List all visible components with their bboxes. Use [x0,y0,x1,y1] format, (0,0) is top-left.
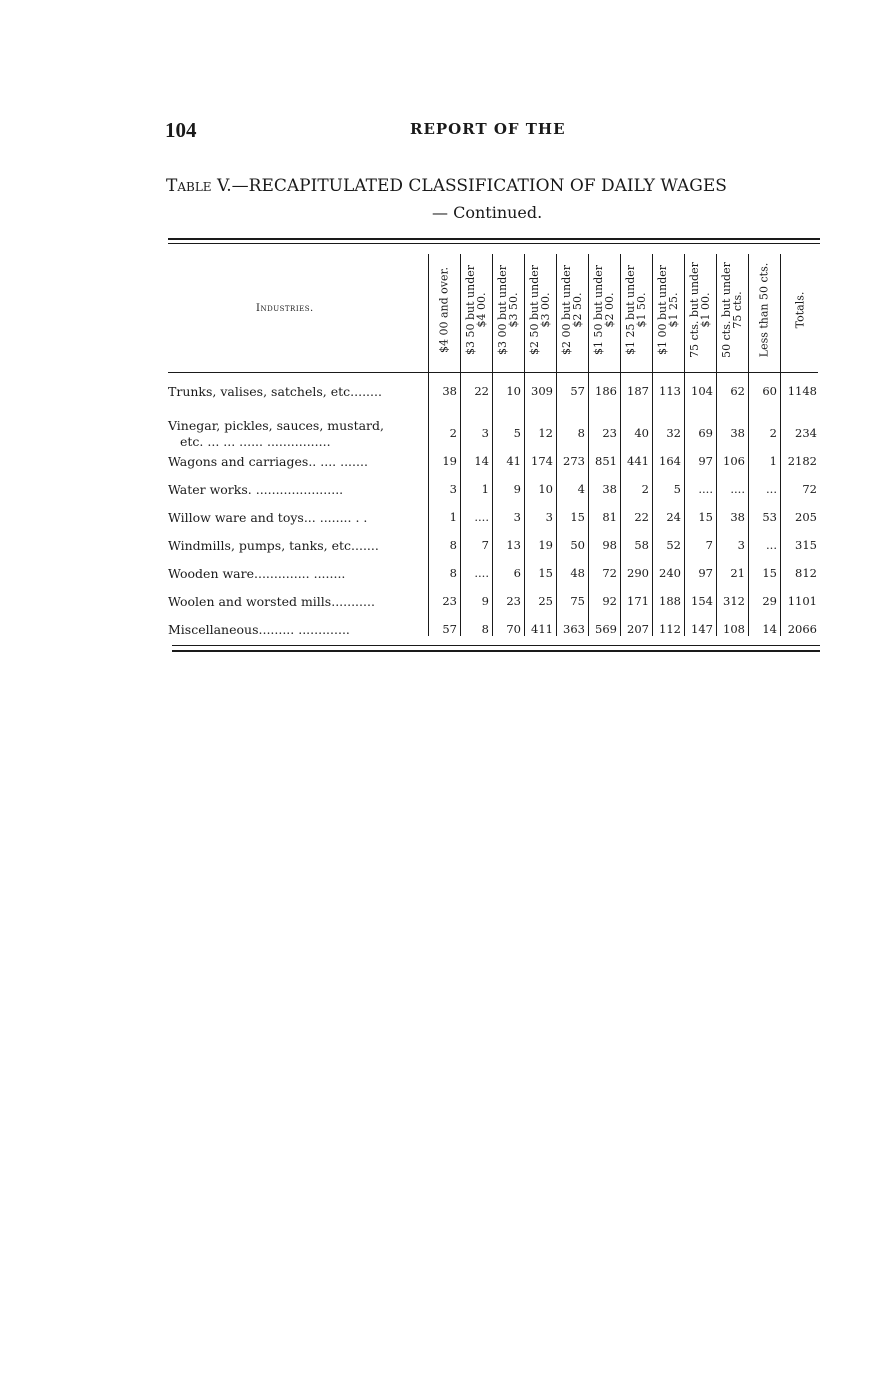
column-header-line: $1 50. [635,292,648,328]
table-cell: 234 [795,426,817,440]
table-cell: 171 [627,594,649,608]
row-label-line: Windmills, pumps, tanks, etc....... [168,538,379,553]
row-label [168,454,368,470]
table-cell: 1148 [787,384,817,398]
table-cell: 3 [513,510,521,524]
table-cell: 38 [442,384,457,398]
row-label-line: Wagons and carriages.. .... ....... [168,454,368,469]
row-label-line: Woolen and worsted mills........... [168,594,375,609]
column-header [684,252,716,368]
table-cell: 50 [570,538,585,552]
table-cell: 22 [634,510,649,524]
row-label-line: Miscellaneous......... ............. [168,622,350,637]
row-label-line: etc. ... ... ...... ................ [180,434,331,449]
table-cell: 10 [538,482,553,496]
bottom-rule-thick [172,650,820,652]
table-cell: 7 [705,538,713,552]
table-cell: 3 [545,510,553,524]
column-header-text [439,267,450,353]
table-cell: 309 [531,384,553,398]
column-header [492,252,524,368]
table-cell: 81 [602,510,617,524]
table-cell: 1 [769,454,777,468]
column-header [780,252,820,368]
table-cell: 3 [737,538,745,552]
top-rule-thin [168,243,820,244]
table-cell: 57 [442,622,457,636]
column-header-line: $4 00. [475,292,488,328]
top-rule-thick [168,238,820,240]
table-cell: 147 [691,622,713,636]
table-cell: .... [474,566,489,580]
row-label [168,594,375,610]
table-cell: 6 [513,566,521,580]
table-cell: 70 [506,622,521,636]
table-cell: 53 [762,510,777,524]
column-header [460,252,492,368]
table-cell: 106 [723,454,745,468]
table-cell: 15 [762,566,777,580]
table-cell: 4 [577,482,585,496]
table-cell: 72 [802,482,817,496]
table-cell: 57 [570,384,585,398]
table-cell: 48 [570,566,585,580]
column-header [524,252,556,368]
table-cell: 1101 [787,594,817,608]
table-cell: 10 [506,384,521,398]
column-header-line: Totals. [793,291,807,329]
table-cell: 851 [595,454,617,468]
table-cell: 273 [563,454,585,468]
header-rule [168,372,818,373]
column-header-text [721,262,743,358]
table-cell: 15 [538,566,553,580]
column-header-line: 75 cts. [731,291,744,329]
column-header-line: $3 50. [507,292,520,328]
table-title [166,176,727,196]
row-label-line: Vinegar, pickles, sauces, mustard, [168,418,385,433]
column-header-line: $2 50. [571,292,584,328]
table-cell: 29 [762,594,777,608]
table-cell: 21 [730,566,745,580]
table-cell: 113 [659,384,681,398]
table-cell: 104 [691,384,713,398]
column-header-line: $3 00. [539,292,552,328]
row-label-line: Water works. ...................... [168,482,344,497]
table-cell: 8 [449,538,457,552]
table-cell: 60 [762,384,777,398]
table-cell: 205 [795,510,817,524]
table-cell: 8 [449,566,457,580]
table-cell: 154 [691,594,713,608]
column-header-line: $1 00. [699,292,712,328]
table-cell: 2182 [787,454,817,468]
table-cell: 19 [538,538,553,552]
table-cell: 188 [659,594,681,608]
column-header-line: $2 00 but under [560,264,573,356]
column-header-text [497,265,519,355]
table-cell: 312 [723,594,745,608]
table-cell: 22 [474,384,489,398]
row-label [168,482,343,498]
table-cell: 69 [698,426,713,440]
table-cell: 441 [627,454,649,468]
table-cell: 32 [666,426,681,440]
column-header-line: 50 cts. but under [720,262,733,358]
table-cell: 15 [698,510,713,524]
column-header-line: 75 cts. but under [688,262,701,358]
table-cell: 38 [730,426,745,440]
row-label [168,622,350,638]
table-cell: 290 [627,566,649,580]
table-cell: 3 [481,426,489,440]
table-cell: 108 [723,622,745,636]
table-cell: 38 [602,482,617,496]
table-title-continued: — Continued. [432,203,543,222]
table-cell: 3 [449,482,457,496]
table-cell: 14 [762,622,777,636]
table-cell: 23 [602,426,617,440]
table-cell: 240 [659,566,681,580]
column-header-line: $1 00 but under [656,264,669,356]
table-cell: 23 [506,594,521,608]
column-header [588,252,620,368]
row-label [168,566,345,582]
table-cell: 2066 [787,622,817,636]
table-title-prefix: Table V.— [166,176,249,196]
table-cell: 5 [673,482,681,496]
table-cell: 40 [634,426,649,440]
row-label [168,538,379,554]
bottom-rule-thin [172,645,820,646]
table-cell: 8 [481,622,489,636]
table-cell: 207 [627,622,649,636]
table-cell: 23 [442,594,457,608]
table-cell: 9 [513,482,521,496]
table-cell: 5 [513,426,521,440]
table-cell: 19 [442,454,457,468]
table-cell: 186 [595,384,617,398]
table-cell: .... [730,482,745,496]
column-header-line: $4 00 and over. [437,266,451,354]
column-header-text [625,265,647,355]
column-header [748,252,780,368]
row-label [168,418,384,450]
page-number: 104 [165,118,197,142]
table-cell: 315 [795,538,817,552]
column-header [620,252,652,368]
column-header [556,252,588,368]
column-header-line: $3 50 but under [464,264,477,356]
column-header [652,252,684,368]
column-header [716,252,748,368]
row-label-line: Wooden ware.............. ........ [168,566,346,581]
table-cell: 13 [506,538,521,552]
column-header-line: $1 25. [667,292,680,328]
table-cell: 2 [769,426,777,440]
table-cell: 25 [538,594,553,608]
row-label-line: Trunks, valises, satchels, etc........ [168,384,382,399]
column-header-text [689,262,711,358]
table-cell: 1 [481,482,489,496]
table-cell: 38 [730,510,745,524]
column-header-text [561,265,583,355]
table-cell: 98 [602,538,617,552]
table-cell: 75 [570,594,585,608]
table-cell: 569 [595,622,617,636]
table-cell: 187 [627,384,649,398]
column-header-line: $2 50 but under [528,264,541,356]
column-header-text [593,265,615,355]
column-header-line: $2 00. [603,292,616,328]
table-cell: 15 [570,510,585,524]
table-cell: 2 [449,426,457,440]
table-cell: 812 [795,566,817,580]
table-cell: .... [698,482,713,496]
column-header-line: Less than 50 cts. [757,262,771,358]
running-head: REPORT OF THE [410,120,566,138]
table-cell: 1 [449,510,457,524]
table-title-main: RECAPITULATED CLASSIFICATION OF DAILY WAGES [248,176,727,196]
column-header-line: $1 50 but under [592,264,605,356]
wages-table [166,248,820,642]
table-cell: 164 [659,454,681,468]
table-cell: 92 [602,594,617,608]
table-cell: 41 [506,454,521,468]
table-cell: 174 [531,454,553,468]
column-header-line: $1 25 but under [624,264,637,356]
table-cell: 24 [666,510,681,524]
table-cell: 8 [577,426,585,440]
table-cell: 62 [730,384,745,398]
table-cell: 97 [698,566,713,580]
table-cell: .... [474,510,489,524]
table-cell: 72 [602,566,617,580]
column-header-text [657,265,679,355]
table-cell: 97 [698,454,713,468]
column-header-text [759,263,770,357]
table-cell: 52 [666,538,681,552]
column-header-text [529,265,551,355]
table-cell: 9 [481,594,489,608]
table-cell: 2 [641,482,649,496]
row-label [168,384,382,400]
column-header [428,252,460,368]
column-header-line: $3 00 but under [496,264,509,356]
table-cell: 411 [531,622,553,636]
table-cell: ... [766,538,777,552]
table-cell: 58 [634,538,649,552]
column-header-text [795,292,806,329]
table-cell: 14 [474,454,489,468]
table-cell: ... [766,482,777,496]
table-cell: 12 [538,426,553,440]
row-label-line: Willow ware and toys... ........ . . [168,510,368,525]
row-label [168,510,367,526]
table-cell: 363 [563,622,585,636]
table-cell: 7 [481,538,489,552]
table-cell: 112 [659,622,681,636]
industries-header: Industries. [256,303,314,314]
column-header-text [465,265,487,355]
